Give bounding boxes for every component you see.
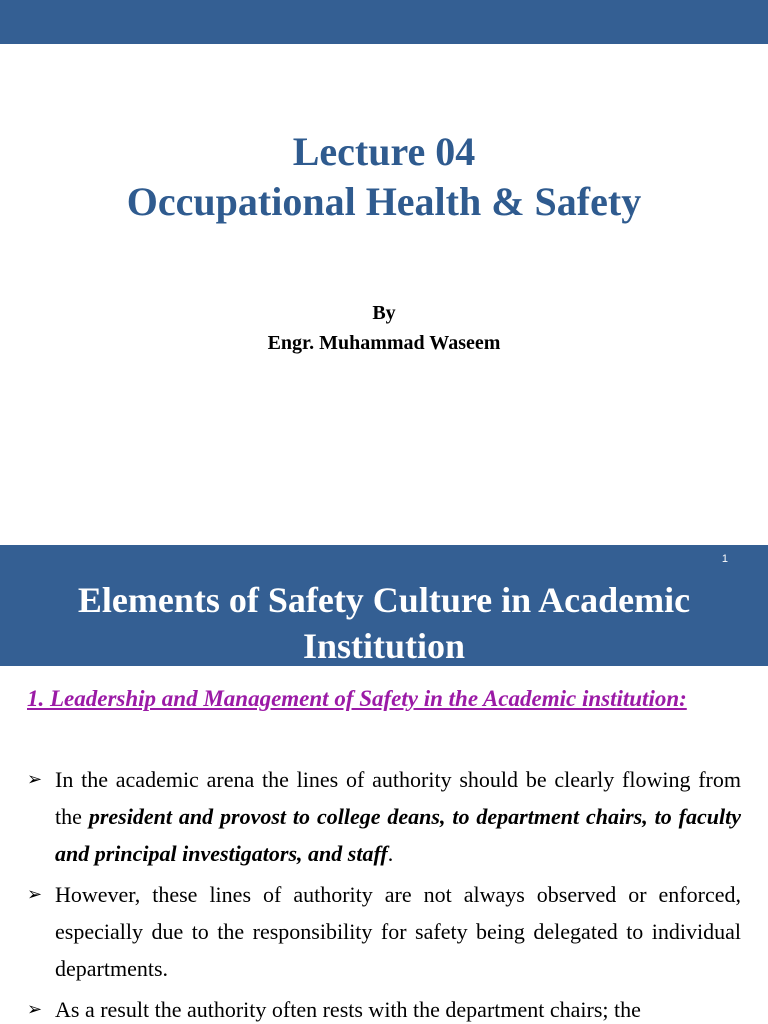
bullet-item — [27, 991, 741, 1024]
author-name: Engr. Muhammad Waseem — [267, 332, 501, 354]
bullet-text: In the academic arena the lines of authority should be clearly flowing from the — [55, 767, 741, 829]
course-title: Occupational Health & Safety — [126, 179, 642, 224]
by-label: By — [372, 302, 396, 324]
bullet-item — [27, 761, 741, 872]
arrow-bullet-icon: ➢ — [27, 884, 43, 905]
arrow-bullet-icon: ➢ — [27, 999, 43, 1020]
lecture-number: Lecture 04 — [292, 129, 476, 174]
bullet-text-end: . — [387, 841, 394, 866]
bullet-item — [27, 876, 741, 987]
author-block — [0, 298, 768, 358]
arrow-bullet-icon: ➢ — [27, 769, 43, 790]
slide-title-line2: Institution — [302, 626, 466, 666]
slide-header — [0, 545, 768, 666]
bullet-text: As a result the authority often rests with the department chairs; the — [55, 997, 641, 1022]
section-heading: 1. Leadership and Management of Safety in the Academic institution: — [27, 686, 687, 711]
lecture-title — [0, 127, 768, 227]
slide-title-line1: Elements of Safety Culture in Academic — [77, 580, 691, 620]
bullet-list — [27, 761, 741, 1024]
bullet-text: However, these lines of authority are not always observed or enforced, especially due to the responsibility for safety being delegated to individual departments. — [55, 882, 741, 981]
top-banner — [0, 0, 768, 44]
slide-number: 1 — [721, 553, 728, 565]
slide-title — [0, 577, 768, 669]
bullet-emphasis: president and provost to college deans, to department chairs, to faculty and principal investigators, and staff — [55, 804, 741, 866]
content-slide — [0, 545, 768, 1024]
